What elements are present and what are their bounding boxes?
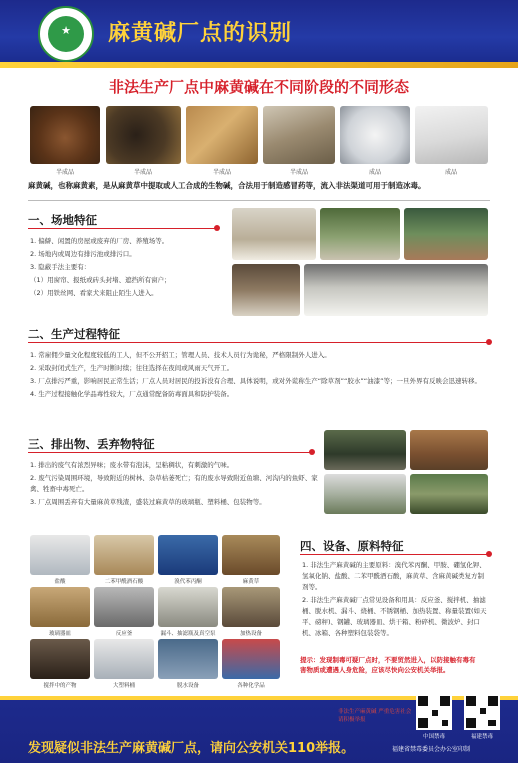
equipment-photo xyxy=(222,535,280,575)
equipment-photo xyxy=(94,535,154,575)
stage-photo-2 xyxy=(106,106,181,164)
stage-label: 半成品 xyxy=(133,169,152,176)
qr-module xyxy=(488,720,496,726)
ephedrine-definition: 麻黄碱，也称麻黄素，是从麻黄草中提取或人工合成的生物碱，合法用于制造感冒药等，流入非法渠道可用于制造冰毒。 xyxy=(28,181,426,190)
waste-photo-2 xyxy=(410,430,488,470)
equipment-caption: 盐酸 xyxy=(54,579,66,585)
site-photo-2 xyxy=(320,208,400,260)
emblem-center xyxy=(48,16,84,52)
report-call-to-action: 发现疑似非法生产麻黄碱厂点，请向公安机关110举报。 xyxy=(28,741,355,756)
equipment-caption: 加热设备 xyxy=(239,631,262,637)
list-item: 1. 排出的废气有浓烈异味；废水带有泡沫，呈粘稠状，有刺激的气味。 xyxy=(30,461,234,469)
qr-finder xyxy=(440,696,450,706)
site-photo-3 xyxy=(404,208,488,260)
qr-finder xyxy=(466,718,476,728)
stage-photo-6 xyxy=(415,106,488,164)
section-heading: 三、排出物、丢弃物特征 xyxy=(28,437,155,451)
equipment-caption: 麻黄草 xyxy=(242,579,260,585)
stage-photo-4 xyxy=(263,106,335,164)
list-item: 2. 采取封闭式生产，生产时断时续；往往选择在夜间或风雨天气开工。 xyxy=(30,364,234,372)
qr-code-icon xyxy=(416,694,452,730)
qr-finder xyxy=(488,696,498,706)
section-heading: 二、生产过程特征 xyxy=(28,327,120,341)
list-item: 4. 生产过程接触化学品毒性较大，厂点通常配备防毒面具和防护装备。 xyxy=(30,390,234,398)
list-item: 3. 隐蔽手法主要有： xyxy=(30,263,91,271)
qr-module xyxy=(432,710,438,716)
equipment-caption: 搅拌中的产物 xyxy=(43,683,77,689)
qr-finder xyxy=(466,696,476,706)
qr-finder xyxy=(418,718,428,728)
stage-photo-3 xyxy=(186,106,258,164)
stage-label: 半成品 xyxy=(212,169,231,176)
waste-features-list xyxy=(30,460,320,510)
page-title: 麻黄碱厂点的识别 xyxy=(108,20,293,46)
equipment-photo xyxy=(222,587,280,627)
equipment-caption: 玻璃器皿 xyxy=(48,631,71,637)
emblem-star-icon: ★ xyxy=(61,24,71,37)
qr-label: 中国禁毒 xyxy=(422,734,445,740)
faded-slogan: 非法生产麻黄碱 严重危害社会 请积极举报 xyxy=(338,709,412,723)
waste-photo-4 xyxy=(410,474,488,514)
publisher-credit: 福建省禁毒委员会办公室印制 xyxy=(392,746,471,753)
stage-photo-1 xyxy=(30,106,100,164)
section-heading: 四、设备、原料特征 xyxy=(300,539,404,553)
qr-finder xyxy=(418,696,428,706)
stage-label: 半成品 xyxy=(55,169,74,176)
section-heading: 一、场地特征 xyxy=(28,213,97,227)
section-underline xyxy=(300,554,490,555)
stage-label: 成品 xyxy=(444,169,457,176)
list-item: 3. 厂点排污严重，影响居民正常生活；厂点人员对居民的投诉没有合理、具体说明，或对外谎称生产“除草剂”“胶水”“油漆”等；一旦外界有反映会迅速转移。 xyxy=(30,377,481,385)
qr-code-icon xyxy=(464,694,500,730)
safety-notice: 提示：发现制毒可疑厂点时，不要贸然进入，以防接触有毒有害物质或遭遇人身危险，应该尽快向公安机关举报。 xyxy=(300,656,476,674)
equipment-caption: 大塑料桶 xyxy=(112,683,135,689)
waste-photo-3 xyxy=(324,474,406,514)
section-dot-icon xyxy=(486,339,492,345)
narcotics-control-emblem-icon xyxy=(38,6,94,62)
site-photo-5 xyxy=(304,264,488,316)
equipment-caption: 二苯甲酰酒石酸 xyxy=(104,579,144,585)
section-dot-icon xyxy=(486,551,492,557)
equipment-caption: 反应釜 xyxy=(115,631,133,637)
list-item: 2. 非法生产麻黄碱厂点常见设备和用具：反应釜、搅拌机、抽滤桶、脱水机、漏斗、烧桶、不锈钢桶、加热装置、称量装置(如天平、磅秤)、钢罐、玻璃器皿、烘干箱、粉碎机、微波炉、封口机、冰箱、各种塑料包装袋等。 xyxy=(302,596,487,637)
equipment-photo xyxy=(30,535,90,575)
qr-module xyxy=(480,708,486,714)
equipment-photo xyxy=(158,587,218,627)
stages-subtitle: 非法生产厂点中麻黄碱在不同阶段的不同形态 xyxy=(108,78,409,96)
equipment-photo xyxy=(30,587,90,627)
section-dot-icon xyxy=(309,449,315,455)
stage-photo-5 xyxy=(340,106,410,164)
list-item: （1）用窗帘、报纸或砖头封堵、遮挡所有窗户； xyxy=(30,276,171,284)
stage-label: 成品 xyxy=(368,169,381,176)
equipment-caption: 各种化学品 xyxy=(237,683,265,689)
site-photo-1 xyxy=(232,208,316,260)
list-item: 2. 场地内或周边有排污池或排污口。 xyxy=(30,250,136,258)
site-photo-4 xyxy=(232,264,300,316)
stage-label: 半成品 xyxy=(289,169,308,176)
equipment-photo xyxy=(222,639,280,679)
section-underline xyxy=(28,342,490,343)
section-dot-icon xyxy=(214,225,220,231)
list-item: 1. 常雇佣少量文化程度较低的工人，但不公开招工；管理人员、技术人员行为诡秘，严格限制外人进入。 xyxy=(30,351,331,359)
equipment-photo xyxy=(94,639,154,679)
header-banner xyxy=(0,0,518,62)
equipment-materials-list xyxy=(302,560,490,641)
section-underline xyxy=(28,452,313,453)
equipment-caption: 溴代苯丙酮 xyxy=(174,579,202,585)
divider xyxy=(28,200,490,201)
qr-module xyxy=(442,720,448,726)
equipment-photo xyxy=(158,639,218,679)
qr-label: 福建禁毒 xyxy=(470,734,493,740)
site-features-list xyxy=(30,236,230,301)
list-item: 3. 厂点周围丢弃有大量麻黄草残渣，盛装过麻黄草的玻璃瓶、塑料桶、包装物等。 xyxy=(30,498,266,506)
header-stripe xyxy=(0,62,518,68)
equipment-photo xyxy=(30,639,90,679)
list-item: 1. 非法生产麻黄碱的主要原料：溴代苯丙酮、甲胺、硼氢化钾、氢氧化钠、盐酸、二苯甲酰酒石酸，麻黄草、含麻黄碱类复方制剂等。 xyxy=(302,561,486,591)
list-item: 2. 废气污染周围环境，导致附近的树林、杂草枯萎死亡；有的废水导致附近鱼塘、河沟内的鱼虾、家禽、牲畜中毒死亡。 xyxy=(30,474,318,493)
equipment-photo xyxy=(94,587,154,627)
equipment-photo xyxy=(158,535,218,575)
section-underline xyxy=(28,228,218,229)
equipment-caption: 脱水设备 xyxy=(176,683,199,689)
waste-photo-1 xyxy=(324,430,406,470)
equipment-caption: 漏斗、抽滤瓶及真空泵 xyxy=(160,631,216,637)
production-features-list xyxy=(30,350,490,402)
list-item: （2）用铁丝网、看家犬来阻止陌生人进入。 xyxy=(30,289,158,297)
list-item: 1. 偏僻、闲置的房屋或废弃的厂房、养殖场等。 xyxy=(30,237,169,245)
